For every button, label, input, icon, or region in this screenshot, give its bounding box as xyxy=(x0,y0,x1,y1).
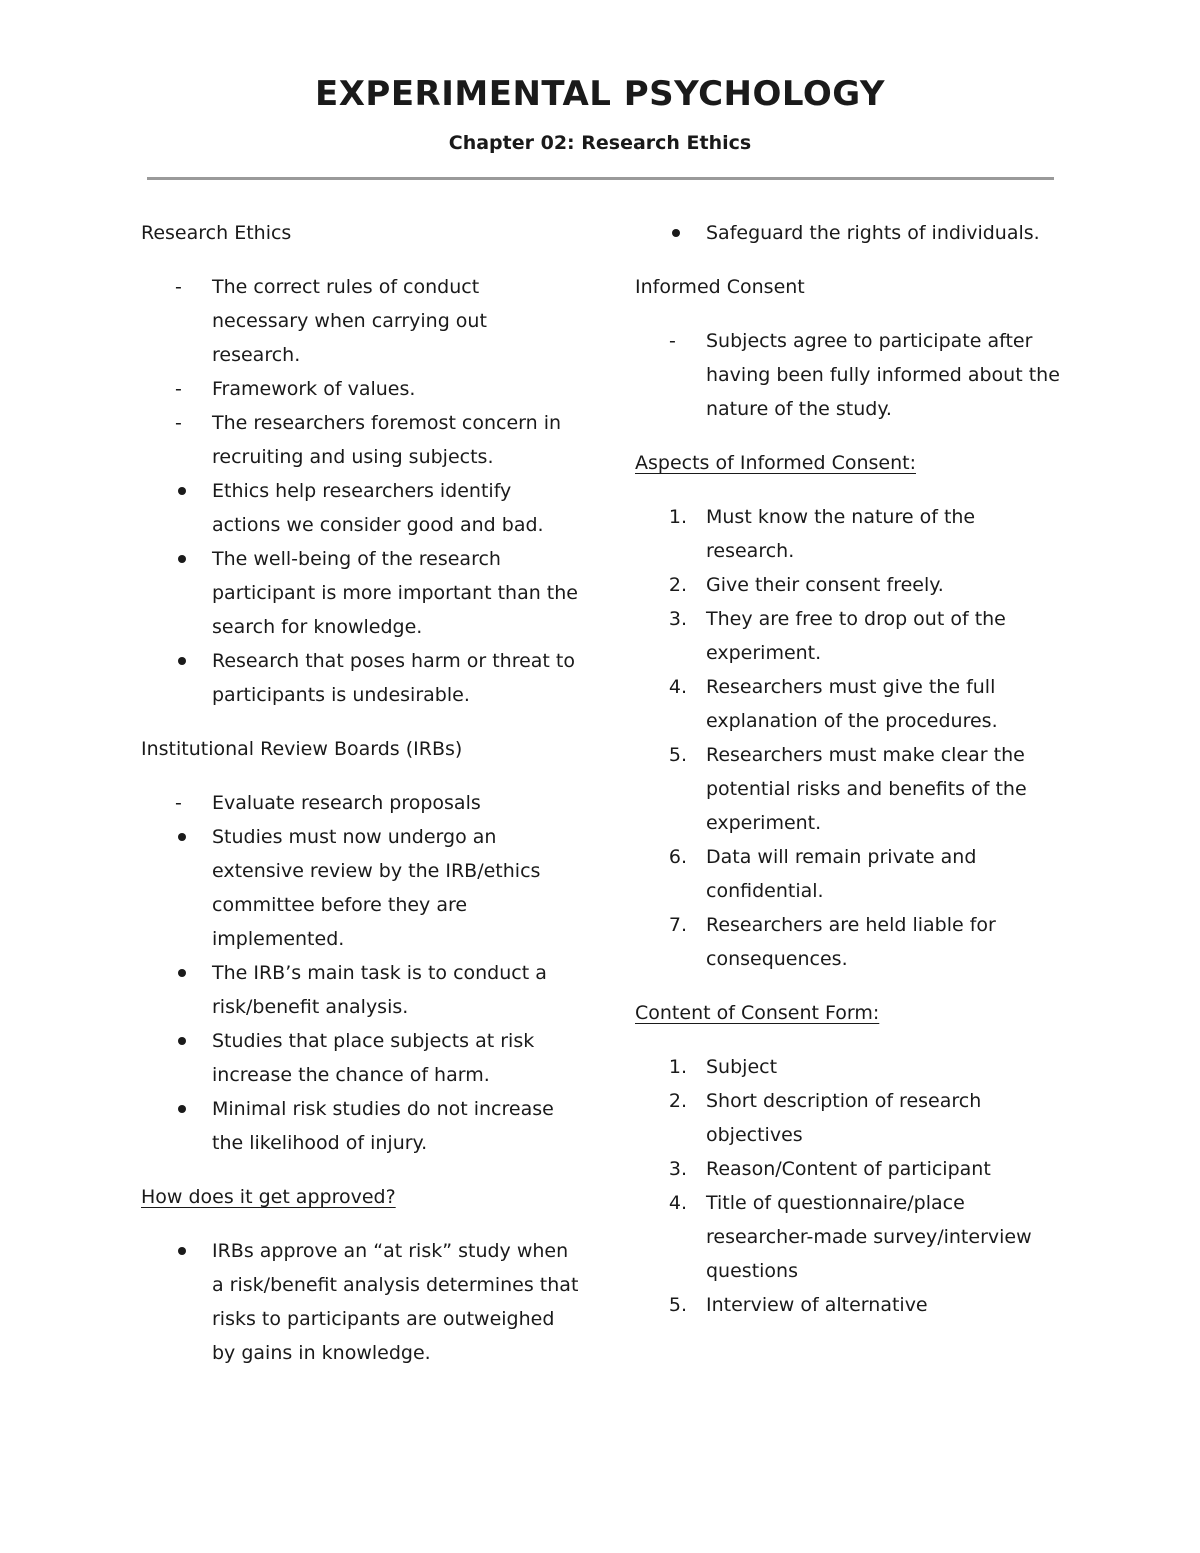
section-heading-irb: Institutional Review Boards (IRBs) xyxy=(141,738,463,760)
section-heading-consent-form: Content of Consent Form: xyxy=(635,1002,880,1024)
list-item-text: Researchers are held liable for consequences. xyxy=(706,914,996,970)
list-item-text: Reason/Content of participant xyxy=(706,1158,991,1180)
irb-list xyxy=(141,786,581,1160)
list-number: 1. xyxy=(668,506,687,528)
list-item-text: Studies that place subjects at risk increase the chance of harm. xyxy=(212,1030,535,1086)
list-item-text: Ethics help researchers identify actions we consider good and bad. xyxy=(212,480,544,536)
list-item xyxy=(141,1234,581,1370)
list-number: 3. xyxy=(668,1158,687,1180)
list-number: 5. xyxy=(668,1294,687,1316)
section-heading-approval: How does it get approved? xyxy=(141,1186,396,1208)
list-item xyxy=(635,500,1065,568)
list-item-text: Studies must now undergo an extensive review by the IRB/ethics committee before they are implemented. xyxy=(212,826,541,950)
list-number: 2. xyxy=(668,574,687,596)
section-heading-informed-consent: Informed Consent xyxy=(635,276,805,298)
list-item-text: Framework of values. xyxy=(212,378,416,400)
list-item-text: Subject xyxy=(706,1056,778,1078)
dash-marker: - xyxy=(175,792,182,814)
approval-list xyxy=(141,1234,581,1370)
list-item xyxy=(635,568,1065,602)
list-item xyxy=(635,1152,1065,1186)
bullet-icon xyxy=(178,1247,186,1255)
list-item-text: The IRB’s main task is to conduct a risk/benefit analysis. xyxy=(212,962,547,1018)
list-item-text: Must know the nature of the research. xyxy=(706,506,976,562)
list-item xyxy=(635,216,1065,250)
list-item xyxy=(635,1084,1065,1152)
list-item-text: Data will remain private and confidential. xyxy=(706,846,977,902)
list-item-text: IRBs approve an “at risk” study when a risk/benefit analysis determines that risks to participants are outweighed by gains in knowledge. xyxy=(212,1240,579,1364)
list-number: 4. xyxy=(668,676,687,698)
consent-form-list xyxy=(635,1050,1065,1322)
list-item-text: Research that poses harm or threat to participants is undesirable. xyxy=(212,650,575,706)
bullet-icon xyxy=(178,833,186,841)
list-number: 2. xyxy=(668,1090,687,1112)
list-item-text: Subjects agree to participate after having been fully informed about the nature of the study. xyxy=(706,330,1060,420)
header-divider xyxy=(147,177,1054,180)
right-column xyxy=(635,216,1065,1342)
informed-consent-list xyxy=(635,324,1065,426)
list-item xyxy=(141,406,581,474)
list-item xyxy=(141,372,581,406)
dash-marker: - xyxy=(175,378,182,400)
list-item xyxy=(141,786,581,820)
list-item xyxy=(635,908,1065,976)
continued-list xyxy=(635,216,1065,250)
list-item-text: Researchers must make clear the potential risks and benefits of the experiment. xyxy=(706,744,1027,834)
list-number: 4. xyxy=(668,1192,687,1214)
dash-marker: - xyxy=(669,330,676,352)
list-item-text: Evaluate research proposals xyxy=(212,792,481,814)
list-number: 1. xyxy=(668,1056,687,1078)
bullet-icon xyxy=(178,555,186,563)
document-title: EXPERIMENTAL PSYCHOLOGY xyxy=(314,74,886,114)
list-item-text: Give their consent freely. xyxy=(706,574,944,596)
list-item xyxy=(635,1050,1065,1084)
list-item xyxy=(635,1186,1065,1288)
list-item-text: Title of questionnaire/place researcher-made survey/interview questions xyxy=(706,1192,1032,1282)
section-heading-research-ethics: Research Ethics xyxy=(141,222,292,244)
bullet-icon xyxy=(178,487,186,495)
list-number: 5. xyxy=(668,744,687,766)
list-item-text: Safeguard the rights of individuals. xyxy=(706,222,1040,244)
left-column xyxy=(141,216,581,1390)
list-number: 6. xyxy=(668,846,687,868)
list-item xyxy=(635,602,1065,670)
list-item xyxy=(141,820,581,956)
list-item-text: The researchers foremost concern in recruiting and using subjects. xyxy=(212,412,562,468)
list-item-text: The correct rules of conduct necessary when carrying out research. xyxy=(212,276,487,366)
list-item xyxy=(141,270,581,372)
list-item xyxy=(635,1288,1065,1322)
list-item xyxy=(141,542,581,644)
bullet-icon xyxy=(178,1105,186,1113)
list-item xyxy=(635,324,1065,426)
list-item-text: Researchers must give the full explanation of the procedures. xyxy=(706,676,998,732)
bullet-icon xyxy=(672,229,680,237)
list-item xyxy=(635,840,1065,908)
bullet-icon xyxy=(178,657,186,665)
list-item xyxy=(141,956,581,1024)
dash-marker: - xyxy=(175,412,182,434)
list-item xyxy=(141,1024,581,1092)
research-ethics-list xyxy=(141,270,581,712)
list-item xyxy=(141,1092,581,1160)
bullet-icon xyxy=(178,1037,186,1045)
list-item xyxy=(635,738,1065,840)
document-subtitle: Chapter 02: Research Ethics xyxy=(448,132,752,154)
section-heading-aspects: Aspects of Informed Consent: xyxy=(635,452,916,474)
bullet-icon xyxy=(178,969,186,977)
list-item-text: Minimal risk studies do not increase the likelihood of injury. xyxy=(212,1098,554,1154)
list-item xyxy=(141,474,581,542)
list-item-text: The well-being of the research participant is more important than the search for knowledge. xyxy=(212,548,578,638)
list-item-text: Interview of alternative xyxy=(706,1294,928,1316)
list-item xyxy=(141,644,581,712)
list-number: 3. xyxy=(668,608,687,630)
list-item xyxy=(635,670,1065,738)
list-item-text: They are free to drop out of the experiment. xyxy=(706,608,1006,664)
list-item-text: Short description of research objectives xyxy=(706,1090,982,1146)
aspects-list xyxy=(635,500,1065,976)
list-number: 7. xyxy=(668,914,687,936)
dash-marker: - xyxy=(175,276,182,298)
